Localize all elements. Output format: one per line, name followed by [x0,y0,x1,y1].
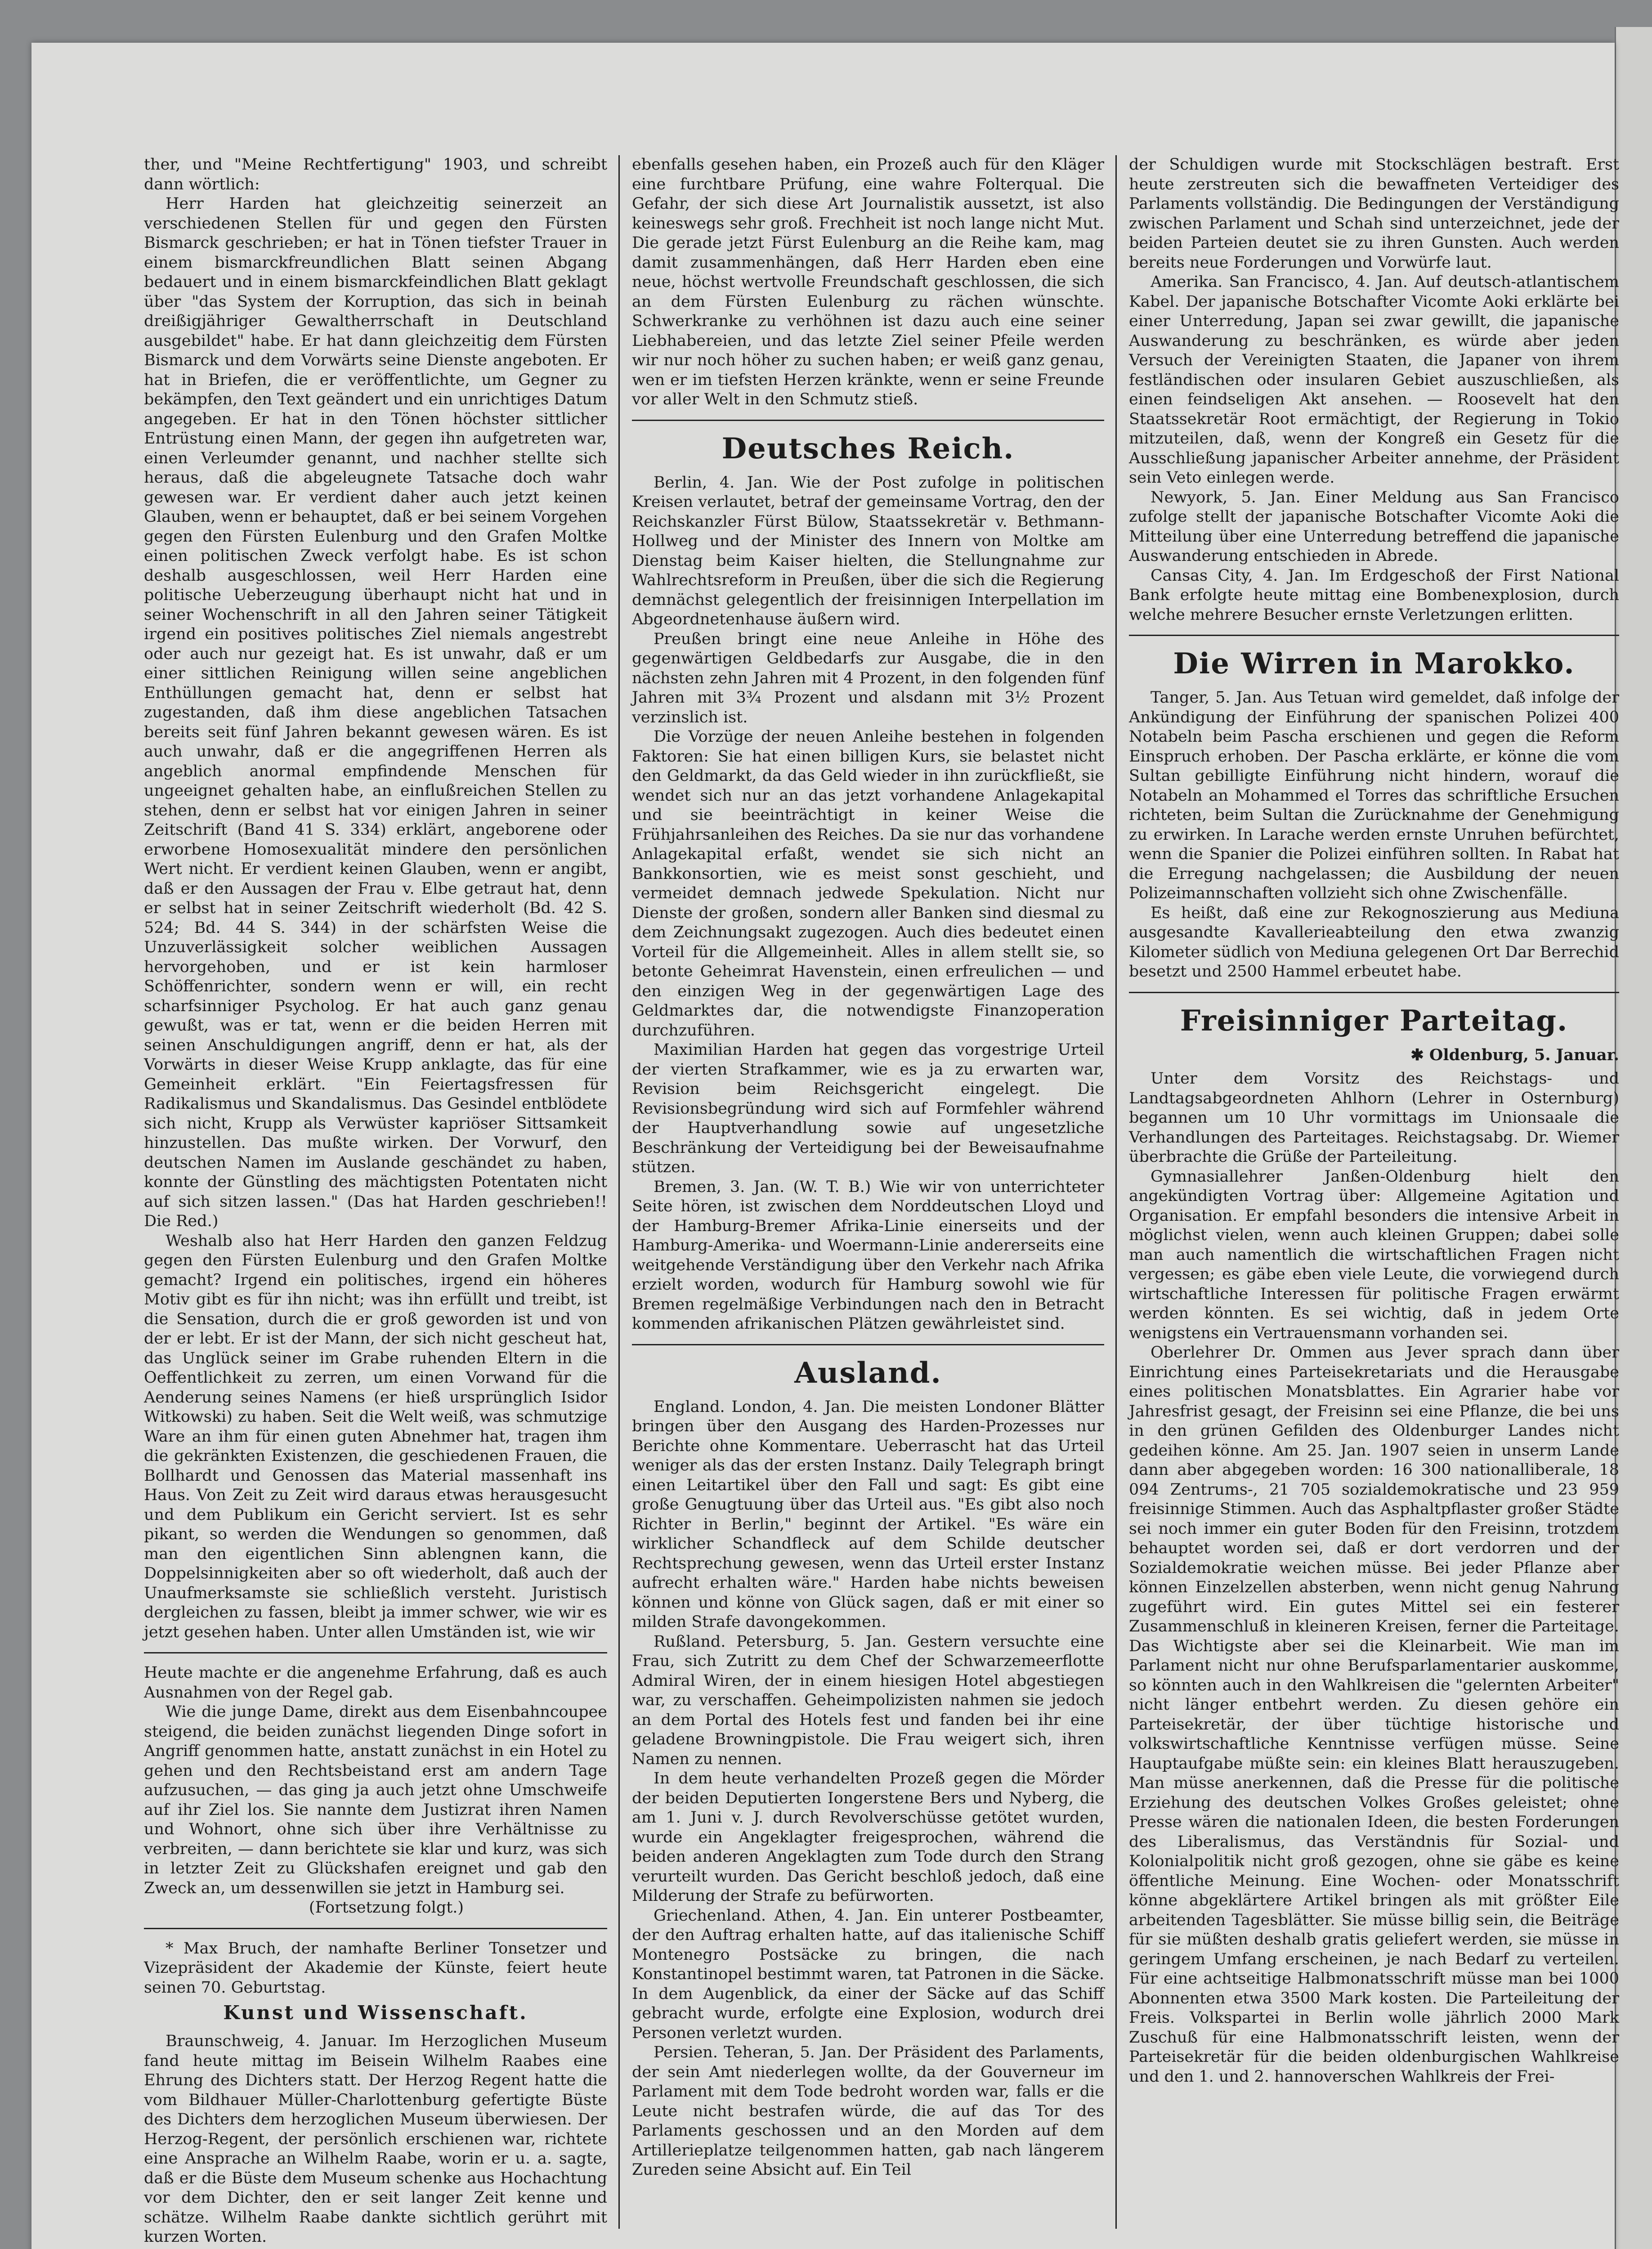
story-text: Wie die junge Dame, direkt aus dem Eisenbahncoupee steigend, die beiden zunächst liegenden Dinge sofort in Angriff genommen hatte, anstatt zunächst in ein Hotel zu gehen und den Rechtsbeistand erst am andern Tage aufzusuchen, — das ging ja auch jetzt ohne Umschweife auf ihr Ziel los. Sie nannte dem Justizrat ihren Namen und Wohnort, ohne sich über ihre Verhältnisse zu verbreiten, — dann berichtete sie klar und kurz, was sich in letzter Zeit zu Glückshafen ereignet und gab den Zweck an, um dessenwillen sie jetzt in Hamburg sei. [144,1703,607,1897]
section-heading: Deutsches Reich. [721,431,1015,466]
news-item: Die Vorzüge der neuen Anleihe bestehen in folgenden Faktoren: Sie hat einen billigen Kurs, sie belastet nicht den Geldmarkt, da das Geld wieder in ihn zurückfließt, sie wendet sich nur an das jetzt vorhandene Anlagekapital und sie beeinträchtigt in keiner Weise die Frühjahrsanleihen des Reiches. Da sie nur das vorhandene Anlagekapital erfaßt, wendet sie sich nicht an Bankkonsortien, wie es meist sonst geschieht, und vermeidet demnach jedwede Spekulation. Nicht nur Dienste der großen, sondern aller Banken sind diesmal zu dem Zeichnungsakt zugezogen. Auch dies bedeutet einen Vorteil für die Allgemeinheit. Alles in allem stellt sie, so betonte Geheimrat Havenstein, einen erfreulichen — und den einzigen Weg in der gegenwärtigen Lage des Geldmarktes dar, die notwendigste Finanzoperation durchzuführen. [632,728,1104,1039]
news-item: Bremen, 3. Jan. (W. T. B.) Wie wir von unterrichteter Seite hören, ist zwischen dem Norddeutschen Lloyd und der Hamburg-Bremer Afrika-Linie einerseits und der Hamburg-Amerika- und Woermann-Linie andererseits eine weitgehende Verständigung über den Verkehr nach Afrika erzielt worden, wodurch für Hamburg sowohl wie für Bremen regelmäßige Verbindungen nach den in Betracht kommenden afrikanischen Plätzen gewährleistet sind. [632,1178,1104,1333]
news-item: Amerika. San Francisco, 4. Jan. Auf deutsch-atlantischem Kabel. Der japanische Botschafter Vicomte Aoki erklärte bei einer Unterredung, Japan sei zwar gewillt, die japanische Auswanderung zu beschränken, es würde aber jeden Versuch der Vereinigten Staaten, die Japaner von ihrem festländischen oder insularen Gebiet auszuschließen, als einen feindseligen Akt ansehen. — Roosevelt hat den Staatssekretär Root ermächtigt, der Regierung in Tokio mitzuteilen, daß, wenn der Kongreß ein Gesetz für die Ausschließung japanischer Arbeiter annehme, der Präsident sein Veto einlegen werde. [1129,273,1619,487]
news-item: Rußland. Petersburg, 5. Jan. Gestern versuchte eine Frau, sich Zutritt zu dem Chef der Schwarzemeerflotte Admiral Wiren, der in einem hiesigen Hotel abgestiegen war, zu verschaffen. Geheimpolizisten nahmen sie jedoch an dem Portal des Hotels fest und fanden bei ihr eine geladene Browningpistole. Die Frau weigert sich, ihren Namen zu nennen. [632,1632,1104,1768]
column-2 [632,155,1104,2229]
news-item: Griechenland. Athen, 4. Jan. Ein unterer Postbeamter, der den Auftrag erhalten hatte, auf das italienische Schiff Montenegro Postsäcke zu bringen, die nach Konstantinopel bestimmt waren, tat Patronen in die Säcke. In dem Augenblick, da einer der Säcke auf das Schiff gebracht wurde, erfolgte eine Explosion, wodurch drei Personen verletzt wurden. [632,1906,1104,2042]
newspaper-page [31,43,1619,2249]
article-text: Weshalb also hat Herr Harden den ganzen Feldzug gegen den Fürsten Eulenburg und den Grafen Moltke gemacht? Irgend ein politisches, irgend ein höheres Motiv gibt es für ihn nicht; was ihn erfüllt und treibt, ist die Sensation, durch die er groß geworden ist und von der er lebt. Er ist der Mann, der sich nicht gescheut hat, das Unglück seiner im Grabe ruhenden Eltern in die Oeffentlichkeit zu zerren, um einen Vorwand für die Aenderung seines Namens (er hieß ursprünglich Isidor Witkowski) zu haben. Seit die Welt weiß, was schmutzige Ware an ihm für einen guten Abnehmer hat, tragen ihm die gekränkten Existenzen, die geschiedenen Frauen, die Bollhardt und Genossen das Material massenhaft ins Haus. Von Zeit zu Zeit wird daraus etwas herausgesucht und dem Publikum ein Gericht serviert. Ist es sehr pikant, so werden die Wendungen so genommen, daß man den eigentlichen Sinn ablengnen kann, die Doppelsinnigkeiten aber so oft wiederholt, daß auch der Unaufmerksamste sie schließlich versteht. Juristisch dergleichen zu fassen, bleibt ja immer schwer, wie wir es jetzt gesehen haben. Unter allen Umständen ist, wie wir [144,1232,607,1641]
news-item: Preußen bringt eine neue Anleihe in Höhe des gegenwärtigen Geldbedarfs zur Ausgabe, die in den nächsten zehn Jahren mit 4 Prozent, in den folgenden fünf Jahren mit 3¾ Prozent und alsdann mit 3½ Prozent verzinslich ist. [632,630,1104,726]
news-item: Braunschweig, 4. Januar. Im Herzoglichen Museum fand heute mittag im Beisein Wilhelm Raabes eine Ehrung des Dichters statt. Der Herzog Regent hatte die vom Bildhauer Müller-Charlottenburg gefertigte Büste des Dichters dem herzoglichen Museum überwiesen. Der Herzog-Regent, der persönlich erschienen war, richtete eine Ansprache an Wilhelm Raabe, worin er u. a. sagte, daß er die Büste dem Museum schenke aus Hochachtung vor dem Dichter, den er seit langer Zeit kenne und schätze. Wilhelm Raabe dankte sichtlich gerührt mit kurzen Worten. [144,2032,607,2246]
divider [144,1928,607,1929]
news-item: Maximilian Harden hat gegen das vorgestrige Urteil der vierten Strafkammer, wie es ja zu erwarten war, Revision beim Reichsgericht eingelegt. Die Revisionsbegründung wird sich auf Formfehler während der Hauptverhandlung sowie auf ungesetzliche Beschränkung der Verteidigung bei der Beweisaufnahme stützen. [632,1041,1104,1176]
news-item: Newyork, 5. Jan. Einer Meldung aus San Francisco zufolge stellt der japanische Botschafter Vicomte Aoki die Mitteilung über eine Unterredung betreffend die japanische Auswanderung entschieden in Abrede. [1129,488,1619,565]
news-item: Oberlehrer Dr. Ommen aus Jever sprach dann über Einrichtung eines Parteisekretariats und die Herausgabe eines politischen Monatsblattes. Ein Agrarier habe vor Jahresfrist gesagt, der Freisinn sei eine Pflanze, die bei uns in den grünen Gefilden des Oldenburger Landes nicht gedeihen könne. Am 25. Jan. 1907 seien in unserm Lande dann aber abgegeben worden: 16 300 nationalliberale, 18 094 Zentrums-, 21 705 sozialdemokratische und 23 959 freisinnige Stimmen. Auch das Asphaltpflaster großer Städte sei noch immer ein guter Boden für den Freisinn, trotzdem behauptet worden sei, daß er dort verdorren und der Sozialdemokratie weichen müsse. Bei jeder Pflanze aber können Einzelzellen absterben, wenn nicht genug Nahrung zugeführt wird. Ein gutes Mittel sei ein festerer Zusammenschluß in kleineren Kreisen, ferner die Parteitage. Das Wichtigste aber sei die Kleinarbeit. Wie man im Parlament nicht nur ohne Berufsparlamentarier auskomme, so könnten auch in den Wahlkreisen die "gelernten Arbeiter" nicht länger entbehrt werden. Zu diesen gehöre ein Parteisekretär, der über tüchtige historische und volkswirtschaftliche Kenntnisse verfügen müsse. Seine Hauptaufgabe müßte sein: ein kleines Blatt herauszugeben. Man müsse anerkennen, daß die Presse für die politische Erziehung des deutschen Volkes Großes geleistet; ohne Presse wären die nationalen Ideen, die besten Forderungen des Liberalismus, das Verständnis für Sozial- und Kolonialpolitik nicht groß gezogen, ohne sie gäbe es keine öffentliche Meinung. Eine Wochen- oder Monatsschrift könne abgeklärtere Artikel bringen als mit größter Eile arbeitenden Tagesblätter. Sie müsse billig sein, die Beiträge für sie müßten deshalb gratis geliefert werden, sie müsse in geringem Umfang erscheinen, je nach Bedarf zu verteilen. Für eine achtseitige Halbmonatsschrift müsse man bei 1000 Abonnenten etwa 3500 Mark kosten. Die Parteileitung der Freis. Volkspartei in Berlin wolle jährlich 2000 Mark Zuschuß für eine Halbmonatsschrift leisten, wenn der Parteisekretär für die beiden oldenburgischen Wahlkreise und den 1. und 2. hannoverschen Wahlkreis der Frei- [1129,1344,1619,2086]
news-item: England. London, 4. Jan. Die meisten Londoner Blätter bringen über den Ausgang des Harden-Prozesses nur Berichte ohne Kommentare. Ueberrascht hat das Urteil weniger als das der ersten Instanz. Daily Telegraph bringt einen Leitartikel über den Fall und sagt: Es gibt eine große Genugtuung über das Urteil aus. "Es gibt also noch Richter in Berlin," beginnt der Artikel. "Es wäre ein wirklicher Schandfleck auf dem Schilde deutscher Rechtsprechung gewesen, wenn das Urteil erster Instanz aufrecht erhalten wäre." Harden habe nichts beweisen können und könne von Glück sagen, daß er mit einer so milden Strafe davongekommen. [632,1398,1104,1631]
news-item: In dem heute verhandelten Prozeß gegen die Mörder der beiden Deputierten Iongerstene Bers und Nyberg, die am 1. Juni v. J. durch Revolverschüsse getötet wurden, wurde ein Angeklagter freigesprochen, während die beiden anderen Angeklagten zum Tode durch den Strang verurteilt wurden. Das Gericht beschloß jedoch, daß eine Milderung der Strafe zu befürworten. [632,1770,1104,1905]
news-item: Persien. Teheran, 5. Jan. Der Präsident des Parlaments, der sein Amt niederlegen wollte, da der Gouverneur im Parlament mit dem Tode bedroht worden war, falls er die Leute nicht bestrafen würde, die auf das Tor des Parlaments geschossen und an den Morden auf dem Artillerieplatze teilgenommen hatten, gab nach längerem Zureden seine Absicht auf. Ein Teil [632,2043,1104,2179]
dateline: ✱ Oldenburg, 5. Januar. [1410,1045,1619,1064]
section-heading: Ausland. [794,1356,942,1390]
section-heading: Kunst und Wissenschaft. [223,2002,528,2024]
news-item: Gymnasiallehrer Janßen-Oldenburg hielt den angekündigten Vortrag über: Allgemeine Agitation und Organisation. Er empfahl besonders die intensive Arbeit in möglichst vielen, wenn auch kleinen Gruppen; dabei solle man auch namentlich die wirtschaftlichen Fragen nicht vergessen; es gäbe eben viele Leute, die vorwiegend durch wirtschaftliche Interessen für politische Fragen erwärmt werden könnten. Es sei wichtig, daß in jedem Orte wenigstens ein Vertrauensmann vorhanden sei. [1129,1167,1619,1342]
news-item: Unter dem Vorsitz des Reichstags- und Landtagsabgeordneten Ahlhorn (Lehrer in Osternburg) begannen um 10 Uhr vormittags im Unionsaale die Verhandlungen des Parteitages. Reichstagsabg. Dr. Wiemer überbrachte die Grüße der Parteileitung. [1129,1070,1619,1166]
divider [632,420,1104,421]
column-3 [1129,155,1619,2229]
continuation-note: (Fortsetzung folgt.) [309,1899,464,1917]
story-text: Heute machte er die angenehme Erfahrung, daß es auch Ausnahmen von der Regel gab. [144,1664,607,1702]
article-text: ther, und "Meine Rechtfertigung" 1903, und schreibt dann wörtlich: [144,156,607,193]
section-heading: Freisinniger Parteitag. [1180,1004,1568,1038]
divider [144,1652,607,1653]
page-content [144,155,1633,2246]
news-item: Tanger, 5. Jan. Aus Tetuan wird gemeldet, daß infolge der Ankündigung der Einführung der spanischen Polizei 400 Notabeln beim Pascha erschienen und gegen die Reform Einspruch erhoben. Der Pascha erklärte, er könne die vom Sultan gebilligte Einführung nicht hindern, worauf die Notabeln an Mohammed el Torres das schriftliche Ersuchen richteten, beim Sultan die Zurücknahme der Genehmigung zu erwirken. In Larache werden ernste Unruhen befürchtet, wenn die Spanier die Polizei einführen sollten. In Rabat hat die Erregung nachgelassen; die Ausbildung der neuen Polizeimannschaften vollzieht sich ohne Zwischenfälle. [1129,689,1619,902]
news-item: Cansas City, 4. Jan. Im Erdgeschoß der First National Bank erfolgte heute mittag eine Bombenexplosion, durch welche mehrere Besucher ernste Verletzungen erlitten. [1129,566,1619,624]
news-note: * Max Bruch, der namhafte Berliner Tonsetzer und Vizepräsident der Akademie der Künste, feiert heute seinen 70. Geburtstag. [144,1939,607,1997]
column-rule [1115,155,1117,2229]
news-item: Es heißt, daß eine zur Rekognoszierung aus Mediuna ausgesandte Kavallerieabteilung den etwa zwanzig Kilometer südlich von Mediuna gelegenen Ort Dar Berrechid besetzt und 2500 Hammel erbeutet habe. [1129,904,1619,981]
divider [632,1344,1104,1345]
article-text: ebenfalls gesehen haben, ein Prozeß auch für den Kläger eine furchtbare Prüfung, eine wahre Folterqual. Die Gefahr, der sich diese Art Journalistik aussetzt, ist also keineswegs sehr groß. Frechheit ist noch lange nicht Mut. Die gerade jetzt Fürst Eulenburg an die Reihe kam, mag damit zusammenhängen, daß Herr Harden eben eine neue, höchst wertvolle Freundschaft geschlossen, die sich an dem Fürsten Eulenburg zu rächen wünschte. Schwerkranke zu verhöhnen ist dazu auch eine seiner Liebhabereien, und das letzte Ziel seiner Pfeile werden wir nur noch höher zu suchen haben; er weiß ganz genau, wen er im tiefsten Herzen kränkte, wenn er seine Freunde vor aller Welt in den Schmutz stieß. [632,156,1104,408]
news-item: der Schuldigen wurde mit Stockschlägen bestraft. Erst heute zerstreuten sich die bewaffneten Verteidiger des Parlaments vollständig. Die Bedingungen der Verständigung zwischen Parlament und Schah sind unterzeichnet, jede der beiden Parteien deutet sie zu ihren Gunsten. Auch werden bereits neue Forderungen und Vorwürfe laut. [1129,156,1619,272]
column-rule [618,155,620,2229]
news-item: Berlin, 4. Jan. Wie der Post zufolge in politischen Kreisen verlautet, betraf der gemeinsame Vortrag, den der Reichskanzler Fürst Bülow, Staatssekretär v. Bethmann-Hollweg und der Minister des Innern von Moltke am Dienstag beim Kaiser hielten, die Stellungnahme zur Wahlrechtsreform in Preußen, über die sich die Regierung demnächst gelegentlich der freisinnigen Interpellation im Abgeordnetenhause äußern wird. [632,473,1104,628]
divider [1129,992,1619,993]
column-1 [144,155,607,2246]
divider [1129,635,1619,636]
section-heading: Die Wirren in Marokko. [1173,647,1575,681]
article-text: Herr Harden hat gleichzeitig seinerzeit an verschiedenen Stellen für und gegen den Fürsten Bismarck geschrieben; er hat in Tönen tiefster Trauer in einem bismarckfreundlichen Blatt seinen Abgang bedauert und in einem bismarckfeindlichen Blatt geklagt über "das System der Korruption, das sich in beinah dreißigjähriger Gewaltherrschaft in Deutschland ausgebildet" habe. Er hat dann gleichzeitig dem Fürsten Bismarck und dem Vorwärts seine Dienste angeboten. Er hat in Briefen, die er veröffentlichte, um Gegner zu bekämpfen, den Text geändert und ein unrichtiges Datum angegeben. Er hat in den Tönen höchster sittlicher Entrüstung einen Mann, der gegen ihn aufgetreten war, einen Verleumder genannt, und nachher stellte sich heraus, daß die abgeleugnete Tatsache doch wahr gewesen war. Er verdient daher auch jetzt keinen Glauben, wenn er behauptet, daß er bei seinem Vorgehen gegen den Fürsten Eulenburg und den Grafen Moltke einen politischen Zweck verfolgt habe. Es ist schon deshalb ausgeschlossen, weil Herr Harden eine politische Ueberzeugung überhaupt nicht hat und in seiner Wochenschrift in all den Jahren seiner Tätigkeit irgend ein positives politisches Ziel niemals angestrebt oder auch nur gezeigt hat. Es ist unwahr, daß er um einer sittlichen Reinigung willen seine angeblichen Enthüllungen gemacht hat, denn er selbst hat zugestanden, daß ihm diese angeblichen Tatsachen bereits seit fünf Jahren bekannt gewesen wären. Es ist auch unwahr, daß er die angegriffenen Herren als angeblich anormal empfindende Menschen für ungeeignet gehalten habe, an einflußreichen Stellen zu stehen, denn er selbst hat vor einigen Jahren in seiner Zeitschrift (Band 41 S. 334) erklärt, angeborene oder erworbene Homosexualität mindere den persönlichen Wert nicht. Er verdient keinen Glauben, wenn er angibt, daß er den Aussagen der Frau v. Elbe getraut hat, denn er selbst hat in seiner Zeitschrift wiederholt (Bd. 42 S. 524; Bd. 44 S. 344) in der schärfsten Weise die Unzuverlässigkeit solcher weiblichen Aussagen hervorgehoben, und er ist kein harmloser Schöffenrichter, sondern wenn er will, ein recht scharfsinniger Psycholog. Er hat auch ganz genau gewußt, was er tat, wenn er die beiden Herren mit seinen Anschuldigungen angriff, denn er hat, als der Vorwärts in dieser Weise Krupp anklagte, das für eine Gemeinheit erklärt. "Ein Feiertagsfressen für Radikalismus und Skandalismus. Das Gesindel entblödete sich nicht, Krupp als Verwüster kapriöser Sittsamkeit hinzustellen. Das mußte wirken. Der Vorwurf, den deutschen Namen im Auslande geschändet zu haben, konnte der Günstling des mächtigsten Potentaten nicht auf sich sitzen lassen." (Das hat Harden geschrieben!! Die Red.) [144,195,607,1230]
